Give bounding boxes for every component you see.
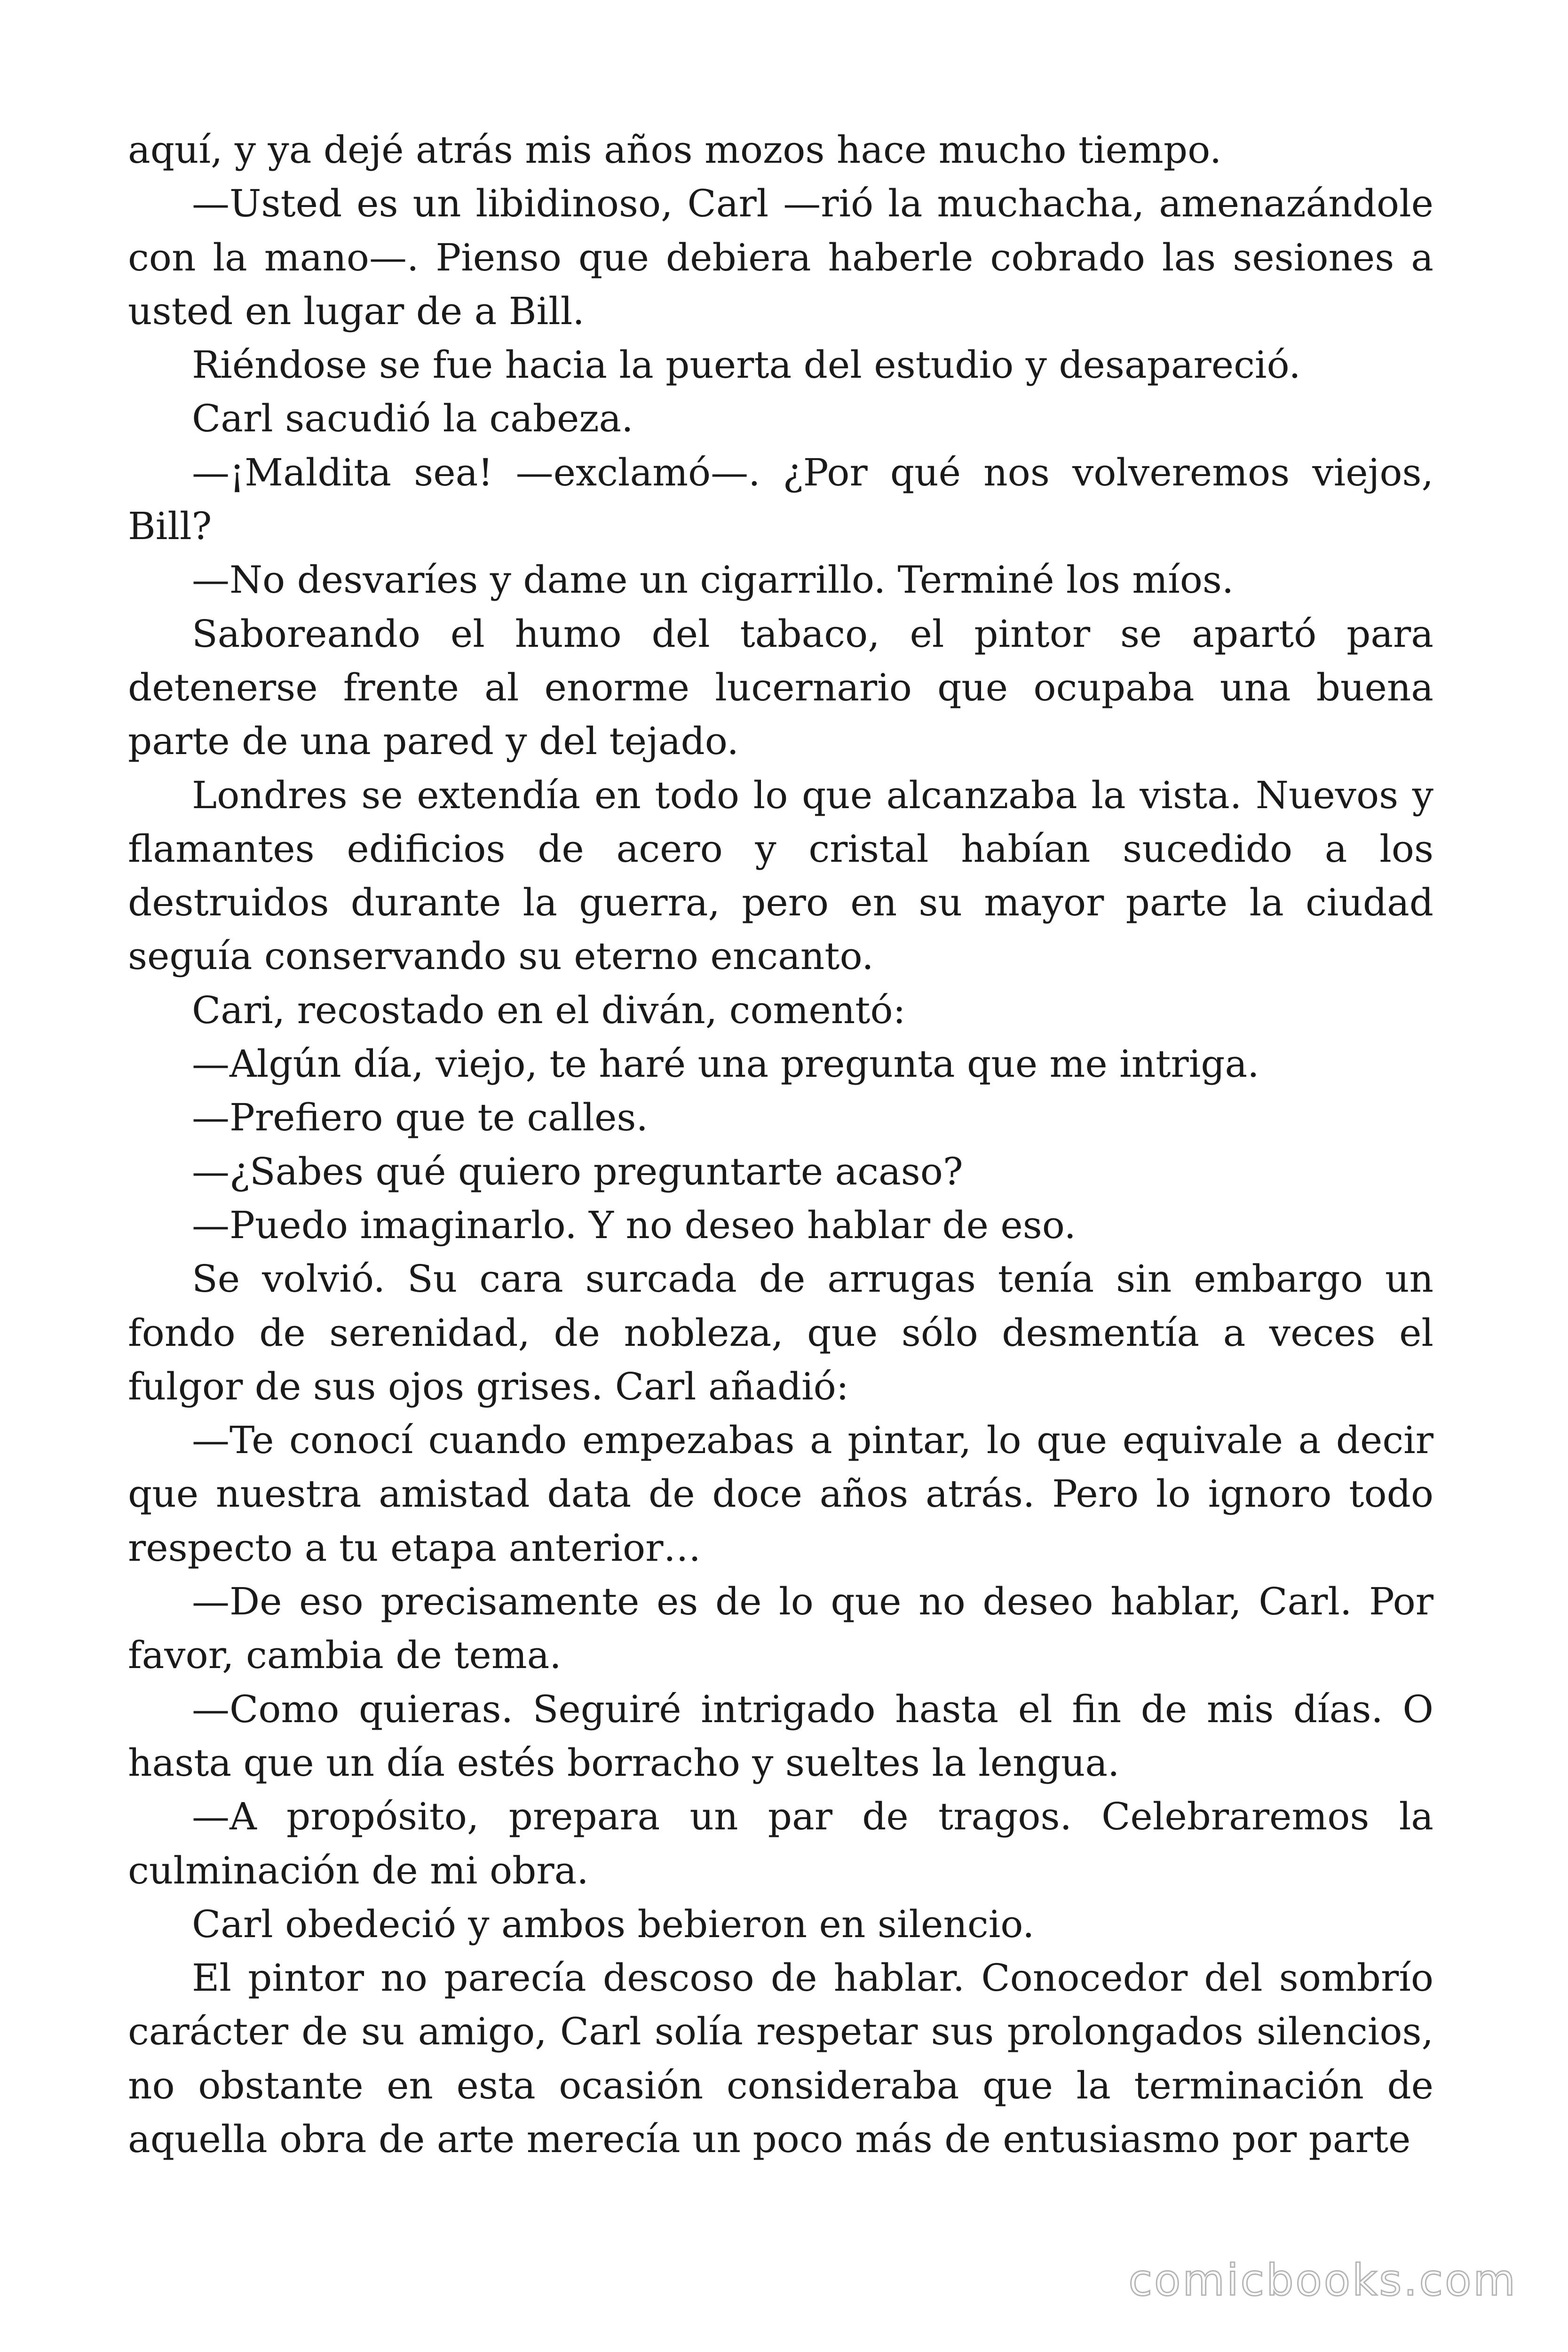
paragraph: El pintor no parecía descoso de hablar. Conocedor del sombrío carácter de su amigo, Carl solía respetar sus prolongados silencios, no obstante en esta ocasión consideraba que la terminación de aquella obra de arte merecía un poco más de entusiasmo por parte [128,1956,1433,2161]
paragraph: aquí, y ya dejé atrás mis años mozos hace mucho tiempo. [128,128,1222,172]
paragraph: —A propósito, prepara un par de tragos. Celebraremos la culminación de mi obra. [128,1795,1433,1892]
paragraph: Saboreando el humo del tabaco, el pintor se apartó para detenerse frente al enorme lucernario que ocupaba una buena parte de una pared y del tejado. [128,612,1433,763]
paragraph: —Prefiero que te calles. [192,1096,648,1140]
paragraph: —Puedo imaginarlo. Y no deseo hablar de eso. [192,1203,1076,1247]
paragraph: —Te conocí cuando empezabas a pintar, lo que equivale a decir que nuestra amistad data de doce años atrás. Pero lo ignoro todo respecto a tu etapa anterior… [128,1418,1433,1570]
paragraph: —Usted es un libidinoso, Carl —rió la muchacha, amenazándole con la mano—. Pienso que debiera haberle cobrado las sesiones a usted en lugar de a Bill. [128,182,1433,333]
paragraph: Riéndose se fue hacia la puerta del estudio y desapareció. [192,343,1301,387]
paragraph: —No desvaríes y dame un cigarrillo. Terminé los míos. [192,558,1234,602]
paragraph: Se volvió. Su cara surcada de arrugas tenía sin embargo un fondo de serenidad, de nobleza, que sólo desmentía a veces el fulgor de sus ojos grises. Carl añadió: [128,1257,1433,1408]
paragraph: —Algún día, viejo, te haré una pregunta que me intriga. [192,1042,1259,1086]
page-body-text [128,123,1433,2166]
paragraph: —Como quieras. Seguiré intrigado hasta el fin de mis días. O hasta que un día estés borracho y sueltes la lengua. [128,1687,1433,1785]
paragraph: —De eso precisamente es de lo que no deseo hablar, Carl. Por favor, cambia de tema. [128,1580,1433,1677]
paragraph: —¿Sabes qué quiero preguntarte acaso? [192,1149,963,1193]
paragraph: Carl obedeció y ambos bebieron en silencio. [192,1902,1035,1946]
paragraph: Londres se extendía en todo lo que alcanzaba la vista. Nuevos y flamantes edificios de acero y cristal habían sucedido a los destruidos durante la guerra, pero en su mayor parte la ciudad seguía conservando su eterno encanto. [128,773,1433,978]
watermark: comicbooks.com [1128,2255,1517,2305]
paragraph: —¡Maldita sea! —exclamó—. ¿Por qué nos volveremos viejos, Bill? [128,450,1433,548]
paragraph: Cari, recostado en el diván, comentó: [192,988,906,1032]
paragraph: Carl sacudió la cabeza. [192,397,634,441]
